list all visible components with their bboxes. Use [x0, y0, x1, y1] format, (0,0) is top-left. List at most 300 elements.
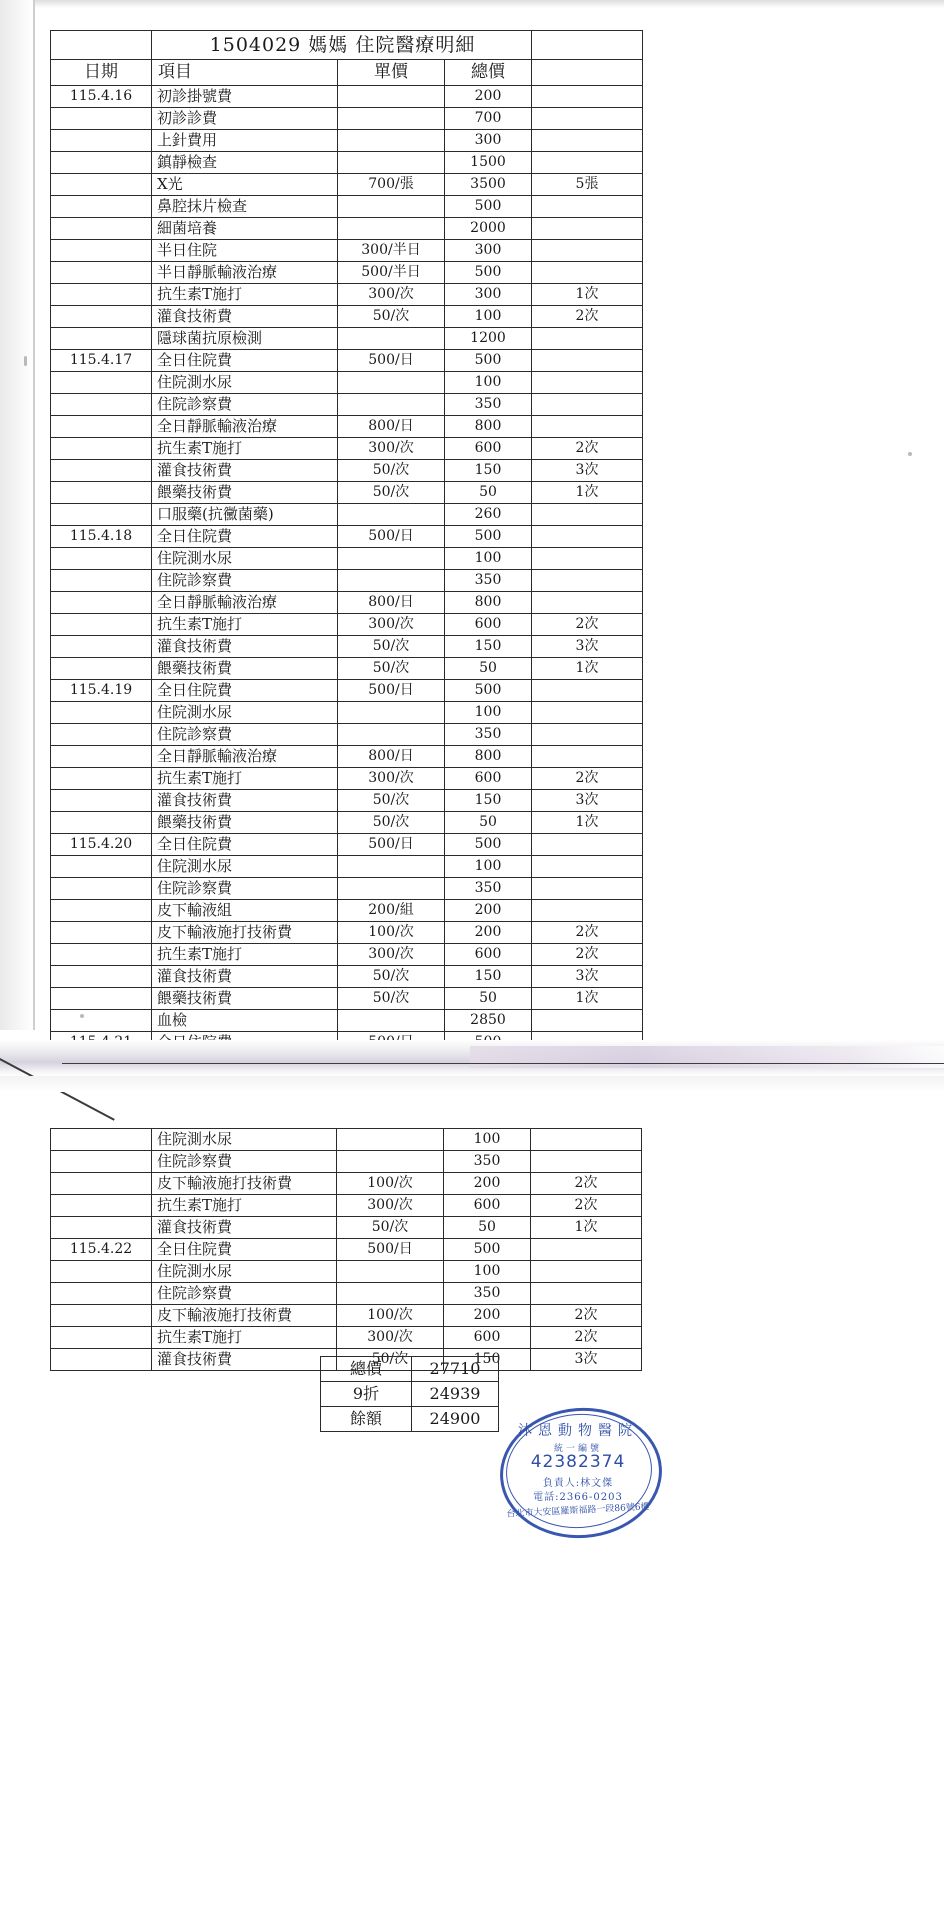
cell-item: 全日靜脈輸液治療 — [152, 592, 338, 614]
cell-date — [51, 614, 152, 636]
cell-date — [51, 460, 152, 482]
table-row — [51, 988, 643, 1010]
summary-value: 24900 — [412, 1407, 499, 1432]
cell-date: 115.4.19 — [51, 680, 152, 702]
cell-total-price: 200 — [444, 1305, 531, 1327]
table-row — [51, 196, 643, 218]
cell-total-price: 600 — [444, 1327, 531, 1349]
summary-row — [321, 1357, 499, 1382]
cell-item: 住院診察費 — [152, 878, 338, 900]
cell-item: 灌食技術費 — [152, 1349, 337, 1371]
cell-date — [51, 196, 152, 218]
cell-unit-price: 300/半日 — [338, 240, 445, 262]
cell-total-price: 50 — [444, 1217, 531, 1239]
cell-note — [531, 1129, 642, 1151]
cell-item: 抗生素T施打 — [152, 284, 338, 306]
summary-row — [321, 1382, 499, 1407]
table-row — [51, 592, 643, 614]
cell-unit-price — [338, 196, 445, 218]
cell-note — [532, 108, 643, 130]
cell-unit-price: 50/次 — [337, 1217, 444, 1239]
cell-item: 血檢 — [152, 1010, 338, 1032]
sheet-top-edge-line — [62, 1063, 944, 1064]
cell-date — [51, 1173, 152, 1195]
cell-item: 全日住院費 — [152, 1239, 337, 1261]
cell-total-price: 500 — [445, 262, 532, 284]
cell-date — [51, 944, 152, 966]
cell-item: 抗生素T施打 — [152, 1327, 337, 1349]
summary-body — [321, 1357, 499, 1432]
cell-date — [51, 108, 152, 130]
table-row — [51, 174, 643, 196]
table-row — [51, 1151, 642, 1173]
cell-total-price: 150 — [445, 966, 532, 988]
cell-note — [532, 152, 643, 174]
cell-item: 皮下輸液施打技術費 — [152, 1305, 337, 1327]
scan-speck — [908, 452, 912, 456]
cell-note: 1次 — [532, 284, 643, 306]
cell-note — [532, 328, 643, 350]
cell-note — [532, 372, 643, 394]
cell-date: 115.4.18 — [51, 526, 152, 548]
cell-note: 2次 — [531, 1305, 642, 1327]
cell-item: 住院測水尿 — [152, 1129, 337, 1151]
cell-date — [51, 1195, 152, 1217]
cell-item: 灌食技術費 — [152, 306, 338, 328]
cell-item: 全日住院費 — [152, 350, 338, 372]
cell-total-price: 50 — [445, 658, 532, 680]
table-row — [51, 416, 643, 438]
cell-note — [532, 746, 643, 768]
table-row — [51, 878, 643, 900]
cell-item: 灌食技術費 — [152, 790, 338, 812]
cell-unit-price: 700/張 — [338, 174, 445, 196]
cell-item: 餵藥技術費 — [152, 658, 338, 680]
cell-note — [532, 196, 643, 218]
table-row — [51, 1173, 642, 1195]
table-row — [51, 548, 643, 570]
stamp-clinic-name: 沐恩動物醫院 — [518, 1423, 638, 1439]
cell-date — [51, 394, 152, 416]
cell-unit-price: 300/次 — [338, 284, 445, 306]
cell-item: 餵藥技術費 — [152, 988, 338, 1010]
table-row — [51, 614, 643, 636]
table-row — [51, 856, 643, 878]
scan-speck — [24, 356, 27, 366]
cell-note: 1次 — [532, 812, 643, 834]
stamp-owner: 負責人:林文傑 — [542, 1478, 614, 1489]
cell-total-price: 500 — [445, 526, 532, 548]
cell-unit-price — [338, 702, 445, 724]
cell-unit-price: 50/次 — [338, 988, 445, 1010]
cell-item: 餵藥技術費 — [152, 812, 338, 834]
cell-unit-price: 300/次 — [337, 1327, 444, 1349]
summary-label: 總價 — [321, 1357, 412, 1382]
cell-unit-price — [338, 218, 445, 240]
cell-unit-price — [338, 130, 445, 152]
cell-unit-price: 300/次 — [337, 1195, 444, 1217]
table-row — [51, 922, 643, 944]
stamp-address: 台北市大安區羅斯福路一段86號6樓 — [506, 1502, 650, 1520]
table-row — [51, 130, 643, 152]
cell-total-price: 300 — [445, 130, 532, 152]
cell-date — [51, 438, 152, 460]
table-row — [51, 284, 643, 306]
cell-total-price: 150 — [445, 460, 532, 482]
cell-unit-price: 500/日 — [338, 350, 445, 372]
cell-item: 住院測水尿 — [152, 1261, 337, 1283]
cell-note — [532, 548, 643, 570]
cell-date — [51, 1349, 152, 1371]
cell-date: 115.4.16 — [51, 86, 152, 108]
cell-unit-price: 50/次 — [338, 460, 445, 482]
table-row — [51, 240, 643, 262]
table-row — [51, 812, 643, 834]
cell-unit-price: 800/日 — [338, 416, 445, 438]
cell-note: 1次 — [532, 988, 643, 1010]
cell-total-price: 350 — [445, 570, 532, 592]
cell-total-price: 1500 — [445, 152, 532, 174]
cell-note — [532, 724, 643, 746]
cell-item: 上針費用 — [152, 130, 338, 152]
cell-total-price: 50 — [445, 988, 532, 1010]
cell-total-price: 600 — [445, 438, 532, 460]
cell-note — [532, 592, 643, 614]
cell-note — [532, 130, 643, 152]
header-note — [532, 60, 643, 86]
cell-item: 隱球菌抗原檢測 — [152, 328, 338, 350]
cell-date — [51, 988, 152, 1010]
cell-total-price: 800 — [445, 416, 532, 438]
cell-unit-price: 50/次 — [338, 790, 445, 812]
cell-unit-price: 50/次 — [338, 482, 445, 504]
cell-total-price: 350 — [445, 724, 532, 746]
cell-date — [51, 966, 152, 988]
cell-total-price: 350 — [445, 394, 532, 416]
cell-total-price: 300 — [445, 240, 532, 262]
medical-bill-table-continued — [50, 1128, 642, 1371]
cell-total-price: 1200 — [445, 328, 532, 350]
summary-value: 24939 — [412, 1382, 499, 1407]
table-row — [51, 218, 643, 240]
cell-total-price: 350 — [444, 1151, 531, 1173]
cell-item: 住院測水尿 — [152, 548, 338, 570]
cell-unit-price — [338, 878, 445, 900]
table-row — [51, 1305, 642, 1327]
cell-item: 全日住院費 — [152, 680, 338, 702]
table-row — [51, 636, 643, 658]
scan-top-edge — [0, 0, 944, 8]
cell-unit-price — [337, 1261, 444, 1283]
cell-unit-price — [337, 1151, 444, 1173]
cell-date — [51, 284, 152, 306]
table-row — [51, 790, 643, 812]
cell-total-price: 50 — [445, 812, 532, 834]
cell-date — [51, 1283, 152, 1305]
cell-total-price: 300 — [445, 284, 532, 306]
cell-note: 2次 — [532, 944, 643, 966]
cell-note: 1次 — [531, 1217, 642, 1239]
cell-total-price: 200 — [445, 86, 532, 108]
cell-item: 灌食技術費 — [152, 1217, 337, 1239]
sheet-separator-tint — [470, 1046, 944, 1068]
cell-item: X光 — [152, 174, 338, 196]
cell-date — [51, 174, 152, 196]
cell-unit-price — [338, 86, 445, 108]
cell-item: 半日靜脈輸液治療 — [152, 262, 338, 284]
cell-date — [51, 1305, 152, 1327]
cell-unit-price: 300/次 — [338, 614, 445, 636]
cell-item: 皮下輸液施打技術費 — [152, 922, 338, 944]
cell-total-price: 700 — [445, 108, 532, 130]
cell-date — [51, 812, 152, 834]
summary-value: 27710 — [412, 1357, 499, 1382]
cell-date — [51, 152, 152, 174]
cell-note: 2次 — [532, 306, 643, 328]
title-pad-right — [532, 31, 643, 60]
table-row — [51, 1195, 642, 1217]
cell-note — [532, 394, 643, 416]
stamp-tax-id: 42382374 — [530, 1452, 626, 1472]
cell-unit-price: 300/次 — [338, 768, 445, 790]
cell-date — [51, 130, 152, 152]
table-row — [51, 394, 643, 416]
cell-date — [51, 636, 152, 658]
cell-total-price: 600 — [445, 768, 532, 790]
cell-note: 1次 — [532, 482, 643, 504]
table-row — [51, 152, 643, 174]
cell-total-price: 500 — [445, 680, 532, 702]
sheet-shadow — [0, 1076, 944, 1092]
cell-note — [532, 834, 643, 856]
table-row — [51, 86, 643, 108]
cell-note: 3次 — [532, 790, 643, 812]
cell-item: 鎮靜檢查 — [152, 152, 338, 174]
cell-total-price: 150 — [445, 790, 532, 812]
cell-unit-price: 500/半日 — [338, 262, 445, 284]
cell-unit-price: 800/日 — [338, 592, 445, 614]
cell-date — [51, 1327, 152, 1349]
cell-date: 115.4.17 — [51, 350, 152, 372]
title-pad-left — [51, 31, 152, 60]
cell-total-price: 600 — [445, 944, 532, 966]
cell-date — [51, 504, 152, 526]
cell-date — [51, 900, 152, 922]
cell-note — [532, 240, 643, 262]
cell-unit-price — [338, 152, 445, 174]
summary-label: 餘額 — [321, 1407, 412, 1432]
cell-date — [51, 1217, 152, 1239]
cell-item: 抗生素T施打 — [152, 614, 338, 636]
cell-note — [531, 1283, 642, 1305]
cell-item: 住院診察費 — [152, 724, 338, 746]
cell-total-price: 100 — [444, 1261, 531, 1283]
table-title-row — [51, 31, 643, 60]
cell-note — [532, 1010, 643, 1032]
cell-item: 抗生素T施打 — [152, 1195, 337, 1217]
cell-date — [51, 856, 152, 878]
cell-note: 2次 — [532, 768, 643, 790]
table-row — [51, 1327, 642, 1349]
cell-item: 皮下輸液施打技術費 — [152, 1173, 337, 1195]
cell-unit-price: 500/日 — [338, 526, 445, 548]
cell-date — [51, 328, 152, 350]
cell-date — [51, 702, 152, 724]
table-row — [51, 504, 643, 526]
table-row — [51, 526, 643, 548]
table-row — [51, 702, 643, 724]
header-item: 項目 — [152, 60, 338, 86]
cell-item: 抗生素T施打 — [152, 944, 338, 966]
table-row — [51, 350, 643, 372]
table-row — [51, 900, 643, 922]
cell-total-price: 350 — [445, 878, 532, 900]
cell-unit-price: 50/次 — [338, 966, 445, 988]
cell-note — [532, 856, 643, 878]
table-row — [51, 460, 643, 482]
cell-total-price: 600 — [445, 614, 532, 636]
cell-note — [532, 878, 643, 900]
cell-note — [532, 504, 643, 526]
table-row — [51, 724, 643, 746]
cell-date — [51, 724, 152, 746]
cell-note — [532, 416, 643, 438]
cell-note: 2次 — [532, 438, 643, 460]
cell-item: 抗生素T施打 — [152, 438, 338, 460]
cell-total-price: 100 — [445, 372, 532, 394]
cell-unit-price — [337, 1283, 444, 1305]
cell-total-price: 200 — [444, 1173, 531, 1195]
table-row — [51, 482, 643, 504]
table-row — [51, 680, 643, 702]
cell-item: 全日住院費 — [152, 526, 338, 548]
cell-unit-price: 500/日 — [338, 680, 445, 702]
cell-date: 115.4.22 — [51, 1239, 152, 1261]
cell-date — [51, 240, 152, 262]
summary-label: 9折 — [321, 1382, 412, 1407]
cell-item: 住院診察費 — [152, 1151, 337, 1173]
cell-date — [51, 482, 152, 504]
cell-unit-price — [338, 394, 445, 416]
cell-item: 灌食技術費 — [152, 460, 338, 482]
cell-item: 全日靜脈輸液治療 — [152, 416, 338, 438]
table-row — [51, 658, 643, 680]
cell-item: 住院診察費 — [152, 1283, 337, 1305]
cell-unit-price: 50/次 — [338, 636, 445, 658]
cell-item: 住院測水尿 — [152, 856, 338, 878]
cell-item: 初診診費 — [152, 108, 338, 130]
table-row — [51, 1010, 643, 1032]
cell-date — [51, 306, 152, 328]
table-row — [51, 944, 643, 966]
cell-item: 住院測水尿 — [152, 372, 338, 394]
cell-unit-price — [337, 1129, 444, 1151]
cell-note — [531, 1261, 642, 1283]
header-total-price: 總價 — [445, 60, 532, 86]
clinic-stamp — [500, 1408, 660, 1536]
cell-unit-price — [338, 504, 445, 526]
cell-unit-price: 50/次 — [337, 1349, 444, 1371]
cell-note — [532, 702, 643, 724]
cell-date — [51, 218, 152, 240]
cell-item: 初診掛號費 — [152, 86, 338, 108]
cell-note: 2次 — [532, 922, 643, 944]
cell-total-price: 500 — [444, 1239, 531, 1261]
cell-unit-price — [338, 724, 445, 746]
cell-date — [51, 1129, 152, 1151]
cell-date — [51, 1261, 152, 1283]
cell-date — [51, 1151, 152, 1173]
scan-left-edge — [0, 0, 34, 1030]
cell-date — [51, 768, 152, 790]
cell-note: 2次 — [531, 1173, 642, 1195]
cell-total-price: 350 — [444, 1283, 531, 1305]
table-row — [51, 1283, 642, 1305]
cell-item: 灌食技術費 — [152, 966, 338, 988]
stamp-phone: 電話:2366-0203 — [533, 1492, 623, 1503]
cell-date: 115.4.20 — [51, 834, 152, 856]
cell-date — [51, 570, 152, 592]
cell-note: 3次 — [532, 460, 643, 482]
cell-unit-price: 300/次 — [338, 438, 445, 460]
cell-note — [532, 680, 643, 702]
cell-note: 3次 — [532, 636, 643, 658]
cell-unit-price: 100/次 — [337, 1305, 444, 1327]
cell-unit-price — [338, 570, 445, 592]
cell-date — [51, 592, 152, 614]
table-row — [51, 746, 643, 768]
cell-unit-price: 300/次 — [338, 944, 445, 966]
cell-total-price: 260 — [445, 504, 532, 526]
cell-note — [531, 1151, 642, 1173]
cell-note — [532, 262, 643, 284]
cell-unit-price: 50/次 — [338, 658, 445, 680]
cell-date — [51, 262, 152, 284]
cell-total-price: 50 — [445, 482, 532, 504]
cell-total-price: 100 — [445, 856, 532, 878]
cell-note: 1次 — [532, 658, 643, 680]
table-body — [51, 86, 643, 1054]
cell-note — [532, 218, 643, 240]
cell-note: 2次 — [531, 1195, 642, 1217]
cell-total-price: 800 — [445, 746, 532, 768]
cell-date — [51, 658, 152, 680]
cell-item: 鼻腔抹片檢查 — [152, 196, 338, 218]
cell-note: 2次 — [532, 614, 643, 636]
table-row — [51, 306, 643, 328]
table-row — [51, 438, 643, 460]
cell-date — [51, 1010, 152, 1032]
cell-total-price: 100 — [444, 1129, 531, 1151]
header-date: 日期 — [51, 60, 152, 86]
cell-total-price: 100 — [445, 548, 532, 570]
cell-date — [51, 790, 152, 812]
cell-unit-price: 50/次 — [338, 306, 445, 328]
cell-item: 灌食技術費 — [152, 636, 338, 658]
cell-date — [51, 416, 152, 438]
cell-note — [532, 350, 643, 372]
cell-note — [532, 570, 643, 592]
cell-total-price: 600 — [444, 1195, 531, 1217]
cell-unit-price: 100/次 — [338, 922, 445, 944]
cell-total-price: 3500 — [445, 174, 532, 196]
cell-unit-price: 100/次 — [337, 1173, 444, 1195]
cell-item: 全日住院費 — [152, 834, 338, 856]
cell-item: 口服藥(抗黴菌藥) — [152, 504, 338, 526]
medical-bill-table — [50, 30, 643, 1054]
table-row — [51, 1239, 642, 1261]
cell-unit-price: 500/日 — [337, 1239, 444, 1261]
